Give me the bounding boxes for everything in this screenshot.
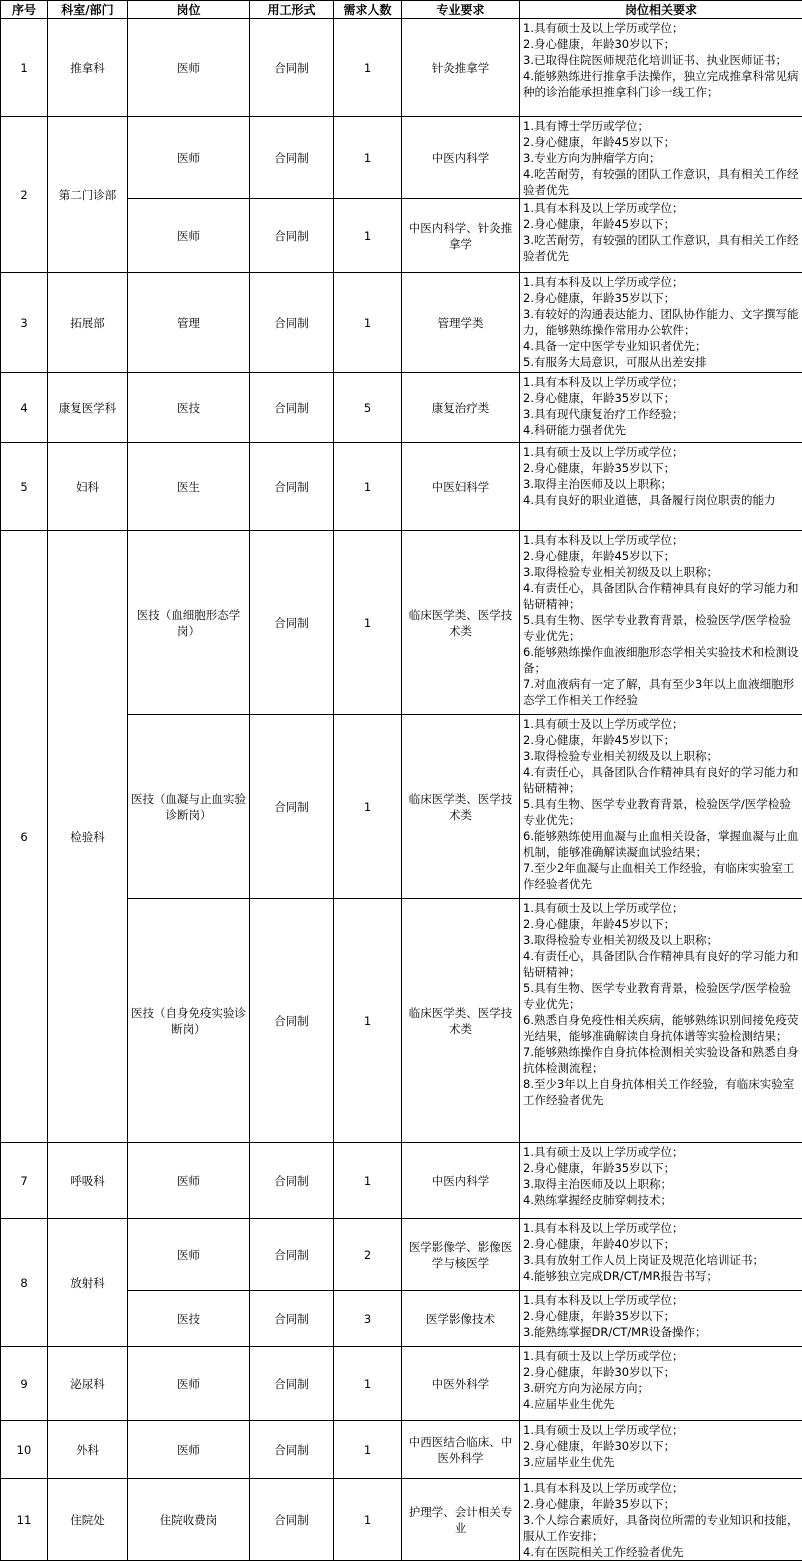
row-number: 4 (1, 373, 48, 443)
major-cell: 中医妇科学 (402, 443, 520, 531)
requirement-line: 1.具有博士学历或学位； (523, 118, 799, 134)
major-cell: 护理学、会计相关专业 (402, 1479, 520, 1561)
department-cell: 推拿科 (48, 19, 128, 117)
post-cell: 医师 (128, 1347, 250, 1421)
department-cell: 检验科 (48, 531, 128, 1143)
headcount-cell: 1 (334, 1347, 402, 1421)
requirement-line: 1.具有本科及以上学历或学位； (523, 1220, 799, 1236)
requirement-line: 3.个人综合素质好，具备岗位所需的专业知识和技能，服从工作安排； (523, 1512, 799, 1544)
requirement-line: 4.能够独立完成DR/CT/MR报告书写； (523, 1268, 799, 1284)
post-cell: 医技 (128, 373, 250, 443)
requirement-line: 6.能够熟练操作血液细胞形态学相关实验技术和检测设备； (523, 644, 799, 676)
headcount-cell: 1 (334, 531, 402, 715)
employment-form-cell: 合同制 (250, 117, 334, 199)
employment-form-cell: 合同制 (250, 1479, 334, 1561)
requirement-line: 3.专业方向为肿瘤学方向； (523, 150, 799, 166)
requirement-line: 4.科研能力强者优先 (523, 422, 799, 438)
row-number: 11 (1, 1479, 48, 1561)
headcount-cell: 1 (334, 199, 402, 273)
requirement-line: 5.具有生物、医学专业教育背景，检验医学/医学检验专业优先； (523, 980, 799, 1012)
row-number: 6 (1, 531, 48, 1143)
department-cell: 妇科 (48, 443, 128, 531)
header-row (1, 1, 802, 19)
requirement-line: 3.取得主治医师及以上职称； (523, 1176, 799, 1192)
headcount-cell: 1 (334, 273, 402, 373)
requirement-line: 1.具有硕士及以上学历或学位； (523, 1348, 799, 1364)
requirement-line: 4.有在医院相关工作经验者优先 (523, 1544, 799, 1560)
requirement-line: 2.身心健康，年龄35岁以下； (523, 460, 799, 476)
employment-form-cell: 合同制 (250, 1143, 334, 1219)
employment-form-cell: 合同制 (250, 199, 334, 273)
department-cell: 外科 (48, 1421, 128, 1479)
headcount-cell: 1 (334, 1143, 402, 1219)
post-cell: 医师 (128, 199, 250, 273)
header-dept: 科室/部门 (48, 1, 128, 19)
major-cell: 中医外科学 (402, 1347, 520, 1421)
row-number: 9 (1, 1347, 48, 1421)
requirement-line: 3.已取得住院医师规范化培训证书、执业医师证书； (523, 52, 799, 68)
header-count: 需求人数 (334, 1, 402, 19)
headcount-cell: 1 (334, 117, 402, 199)
row-number: 3 (1, 273, 48, 373)
headcount-cell: 5 (334, 373, 402, 443)
headcount-cell: 1 (334, 899, 402, 1143)
requirements-cell (520, 1421, 802, 1479)
requirements-cell (520, 1219, 802, 1291)
requirement-line: 1.具有本科及以上学历或学位； (523, 1480, 799, 1496)
department-cell: 住院处 (48, 1479, 128, 1561)
requirement-line: 8.至少3年以上自身抗体相关工作经验，有临床实验室工作经验者优先 (523, 1076, 799, 1108)
row-number: 10 (1, 1421, 48, 1479)
requirement-line: 1.具有硕士及以上学历或学位； (523, 444, 799, 460)
requirement-line: 7.能够熟练操作自身抗体检测相关实验设备和熟悉自身抗体检测流程； (523, 1044, 799, 1076)
requirement-line: 7.至少2年血凝与止血相关工作经验，有临床实验室工作经验者优先 (523, 860, 799, 892)
headcount-cell: 1 (334, 715, 402, 899)
headcount-cell: 1 (334, 1421, 402, 1479)
requirements-cell (520, 19, 802, 117)
table-row (1, 373, 802, 443)
row-number: 8 (1, 1219, 48, 1347)
requirements-cell (520, 443, 802, 531)
post-cell: 医生 (128, 443, 250, 531)
requirement-line: 3.能熟练掌握DR/CT/MR设备操作； (523, 1324, 799, 1340)
requirement-line: 2.身心健康，年龄45岁以下； (523, 916, 799, 932)
post-cell: 管理 (128, 273, 250, 373)
requirements-cell (520, 1143, 802, 1219)
major-cell: 中医内科学 (402, 1143, 520, 1219)
requirement-line: 2.身心健康，年龄35岁以下； (523, 1160, 799, 1176)
requirement-line: 2.身心健康，年龄35岁以下； (523, 1496, 799, 1512)
requirement-line: 2.身心健康，年龄45岁以下； (523, 548, 799, 564)
post-cell: 医技（血凝与止血实验诊断岗） (128, 715, 250, 899)
row-number: 7 (1, 1143, 48, 1219)
requirement-line: 2.身心健康，年龄30岁以下； (523, 1438, 799, 1454)
major-cell: 针灸推拿学 (402, 19, 520, 117)
major-cell: 临床医学类、医学技术类 (402, 715, 520, 899)
department-cell: 康复医学科 (48, 373, 128, 443)
requirement-line: 1.具有本科及以上学历或学位； (523, 532, 799, 548)
header-requirements: 岗位相关要求 (520, 1, 802, 19)
requirement-line: 1.具有硕士及以上学历或学位； (523, 716, 799, 732)
requirement-line: 1.具有硕士及以上学历或学位； (523, 900, 799, 916)
requirement-line: 2.身心健康，年龄35岁以下； (523, 1308, 799, 1324)
employment-form-cell: 合同制 (250, 531, 334, 715)
employment-form-cell: 合同制 (250, 273, 334, 373)
table-row (1, 19, 802, 117)
employment-form-cell: 合同制 (250, 19, 334, 117)
requirements-cell (520, 1479, 802, 1561)
requirements-cell (520, 373, 802, 443)
headcount-cell: 3 (334, 1291, 402, 1347)
requirements-cell (520, 715, 802, 899)
requirement-line: 1.具有本科及以上学历或学位； (523, 1292, 799, 1308)
requirement-line: 1.具有硕士及以上学历或学位； (523, 1144, 799, 1160)
requirement-line: 2.身心健康，年龄45岁以下； (523, 134, 799, 150)
table-row (1, 443, 802, 531)
requirement-line: 3.具有现代康复治疗工作经验； (523, 406, 799, 422)
requirement-line: 2.身心健康，年龄40岁以下； (523, 1236, 799, 1252)
table-row (1, 1479, 802, 1561)
requirement-line: 7.对血液病有一定了解，具有至少3年以上血液细胞形态学工作相关工作经验 (523, 676, 799, 708)
requirements-cell (520, 273, 802, 373)
employment-form-cell: 合同制 (250, 1421, 334, 1479)
major-cell: 管理学类 (402, 273, 520, 373)
post-cell: 医师 (128, 1219, 250, 1291)
requirement-line: 3.吃苦耐劳，有较强的团队工作意识，具有相关工作经验者优先 (523, 232, 799, 264)
requirement-line: 5.有服务大局意识，可服从出差安排 (523, 354, 799, 370)
requirement-line: 4.具有良好的职业道德，具备履行岗位职责的能力 (523, 492, 799, 508)
major-cell: 临床医学类、医学技术类 (402, 899, 520, 1143)
requirement-line: 3.取得检验专业相关初级及以上职称； (523, 748, 799, 764)
table-row (1, 117, 802, 199)
header-no: 序号 (1, 1, 48, 19)
department-cell: 第二门诊部 (48, 117, 128, 273)
department-cell: 放射科 (48, 1219, 128, 1347)
requirement-line: 4.具备一定中医学专业知识者优先； (523, 338, 799, 354)
post-cell: 医师 (128, 19, 250, 117)
requirement-line: 5.具有生物、医学专业教育背景，检验医学/医学检验专业优先； (523, 796, 799, 828)
requirement-line: 3.应届毕业生优先 (523, 1454, 799, 1470)
major-cell: 临床医学类、医学技术类 (402, 531, 520, 715)
requirement-line: 1.具有硕士及以上学历或学位； (523, 1422, 799, 1438)
headcount-cell: 1 (334, 443, 402, 531)
requirement-line: 1.具有本科及以上学历或学位； (523, 274, 799, 290)
major-cell: 康复治疗类 (402, 373, 520, 443)
table-row (1, 1143, 802, 1219)
post-cell: 医师 (128, 117, 250, 199)
employment-form-cell: 合同制 (250, 715, 334, 899)
department-cell: 拓展部 (48, 273, 128, 373)
requirement-line: 2.身心健康，年龄30岁以下； (523, 36, 799, 52)
requirements-cell (520, 199, 802, 273)
employment-form-cell: 合同制 (250, 373, 334, 443)
requirement-line: 2.身心健康，年龄45岁以下； (523, 216, 799, 232)
requirement-line: 2.身心健康，年龄35岁以下； (523, 290, 799, 306)
requirement-line: 3.研究方向为泌尿方向； (523, 1380, 799, 1396)
major-cell: 中西医结合临床、中医外科学 (402, 1421, 520, 1479)
employment-form-cell: 合同制 (250, 1347, 334, 1421)
major-cell: 中医内科学、针灸推拿学 (402, 199, 520, 273)
requirement-line: 4.有责任心，具备团队合作精神具有良好的学习能力和钻研精神； (523, 580, 799, 612)
employment-form-cell: 合同制 (250, 1219, 334, 1291)
headcount-cell: 2 (334, 1219, 402, 1291)
table-row (1, 1219, 802, 1291)
requirement-line: 4.应届毕业生优先 (523, 1396, 799, 1412)
requirement-line: 4.有责任心，具备团队合作精神具有良好的学习能力和钻研精神； (523, 948, 799, 980)
requirements-cell (520, 117, 802, 199)
requirement-line: 3.具有放射工作人员上岗证及规范化培训证书； (523, 1252, 799, 1268)
header-major: 专业要求 (402, 1, 520, 19)
employment-form-cell: 合同制 (250, 1291, 334, 1347)
major-cell: 医学影像技术 (402, 1291, 520, 1347)
table-row (1, 1421, 802, 1479)
requirement-line: 6.熟悉自身免疫性相关疾病，能够熟练识别间接免疫荧光结果，能够准确解读自身抗体谱等实验检测结果； (523, 1012, 799, 1044)
requirements-cell (520, 1347, 802, 1421)
header-post: 岗位 (128, 1, 250, 19)
requirement-line: 5.具有生物、医学专业教育背景，检验医学/医学检验专业优先； (523, 612, 799, 644)
department-cell: 泌尿科 (48, 1347, 128, 1421)
post-cell: 医师 (128, 1143, 250, 1219)
post-cell: 医技（自身免疫实验诊断岗） (128, 899, 250, 1143)
requirements-cell (520, 531, 802, 715)
employment-form-cell: 合同制 (250, 899, 334, 1143)
requirement-line: 4.吃苦耐劳，有较强的团队工作意识，具有相关工作经验者优先 (523, 166, 799, 198)
table-row (1, 273, 802, 373)
requirement-line: 4.能够熟练进行推拿手法操作，独立完成推拿科常见病种的诊治能承担推拿科门诊一线工作； (523, 68, 799, 100)
requirement-line: 1.具有本科及以上学历或学位； (523, 200, 799, 216)
headcount-cell: 1 (334, 1479, 402, 1561)
requirement-line: 3.取得主治医师及以上职称； (523, 476, 799, 492)
requirement-line: 6.能够熟练使用血凝与止血相关设备，掌握血凝与止血机制，能够准确解读凝血试验结果； (523, 828, 799, 860)
requirement-line: 2.身心健康，年龄30岁以下； (523, 1364, 799, 1380)
requirement-line: 2.身心健康，年龄35岁以下； (523, 390, 799, 406)
requirement-line: 3.取得检验专业相关初级及以上职称； (523, 564, 799, 580)
requirement-line: 1.具有硕士及以上学历或学位； (523, 20, 799, 36)
requirement-line: 2.身心健康，年龄45岁以下； (523, 732, 799, 748)
requirement-line: 3.有较好的沟通表达能力、团队协作能力、文字撰写能力，能够熟练操作常用办公软件； (523, 306, 799, 338)
employment-form-cell: 合同制 (250, 443, 334, 531)
department-cell: 呼吸科 (48, 1143, 128, 1219)
major-cell: 医学影像学、影像医学与核医学 (402, 1219, 520, 1291)
requirements-cell (520, 1291, 802, 1347)
table-row (1, 1347, 802, 1421)
table-row (1, 531, 802, 715)
post-cell: 医技 (128, 1291, 250, 1347)
requirement-line: 3.取得检验专业相关初级及以上职称； (523, 932, 799, 948)
requirement-line: 1.具有本科及以上学历或学位； (523, 374, 799, 390)
table-body (1, 19, 802, 1561)
headcount-cell: 1 (334, 19, 402, 117)
major-cell: 中医内科学 (402, 117, 520, 199)
row-number: 5 (1, 443, 48, 531)
post-cell: 医师 (128, 1421, 250, 1479)
header-form: 用工形式 (250, 1, 334, 19)
post-cell: 医技（血细胞形态学岗） (128, 531, 250, 715)
row-number: 2 (1, 117, 48, 273)
requirement-line: 4.熟练掌握经皮肺穿刺技术； (523, 1192, 799, 1208)
row-number: 1 (1, 19, 48, 117)
requirements-cell (520, 899, 802, 1143)
post-cell: 住院收费岗 (128, 1479, 250, 1561)
requirement-line: 4.有责任心，具备团队合作精神具有良好的学习能力和钻研精神； (523, 764, 799, 796)
